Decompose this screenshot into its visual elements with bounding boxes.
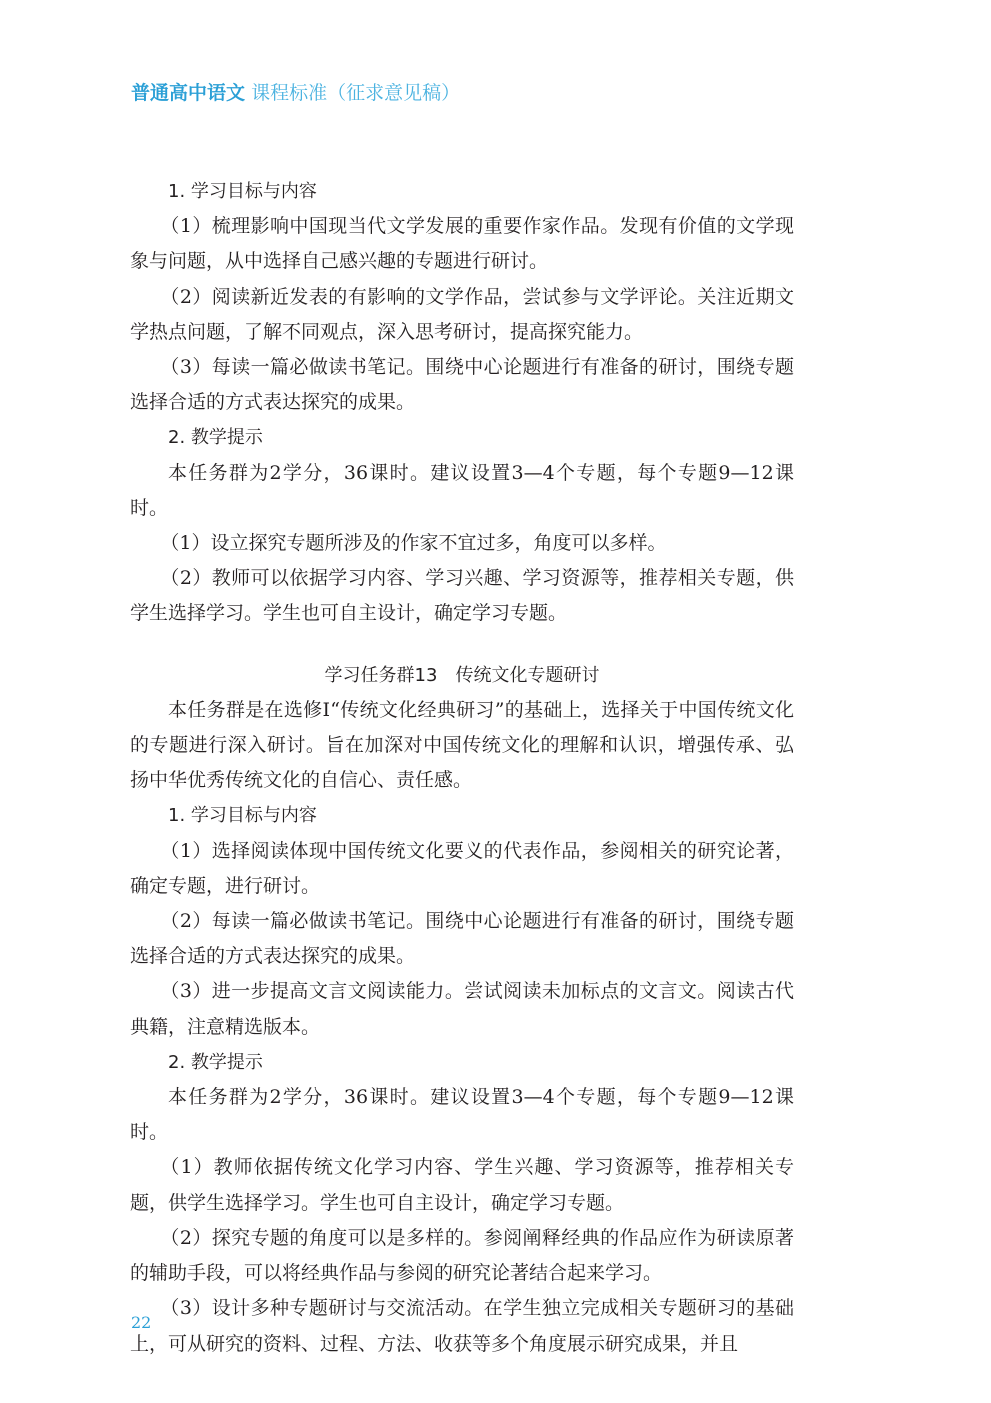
paragraph: 本任务群为2学分，36课时。建议设置3—4个专题，每个专题9—12课时。 xyxy=(130,461,794,519)
paragraph: 本任务群为2学分，36课时。建议设置3—4个专题，每个专题9—12课时。 xyxy=(130,1086,794,1144)
section-heading: 2. 教学提示 xyxy=(168,1051,263,1073)
paragraph: （3）进一步提高文言文阅读能力。尝试阅读未加标点的文言文。阅读古代典籍，注意精选版本。 xyxy=(130,980,794,1038)
paragraph: （1）梳理影响中国现当代文学发展的重要作家作品。发现有价值的文学现象与问题，从中选择自己感兴趣的专题进行研讨。 xyxy=(130,215,794,273)
book-subtitle: 课程标准（征求意见稿） xyxy=(251,82,461,104)
paragraph: （3）每读一篇必做读书笔记。围绕中心论题进行有准备的研讨，围绕专题选择合适的方式表达探究的成果。 xyxy=(130,356,794,414)
section-heading: 2. 教学提示 xyxy=(168,427,263,449)
paragraph: （2）阅读新近发表的有影响的文学作品，尝试参与文学评论。关注近期文学热点问题，了解不同观点，深入思考研讨，提高探究能力。 xyxy=(130,285,794,343)
task-group-title: 学习任务群13 传统文化专题研讨 xyxy=(324,664,600,686)
paragraph: （3）设计多种专题研讨与交流活动。在学生独立完成相关专题研习的基础上，可从研究的资料、过程、方法、收获等多个角度展示研究成果，并且 xyxy=(130,1297,794,1355)
page-body xyxy=(130,174,794,1362)
paragraph: （1）选择阅读体现中国传统文化要义的代表作品，参阅相关的研究论著，确定专题，进行研讨。 xyxy=(130,839,794,897)
section-heading: 1. 学习目标与内容 xyxy=(168,805,317,827)
page-number: 22 xyxy=(131,1313,152,1332)
paragraph: 本任务群是在选修Ⅰ“传统文化经典研习”的基础上，选择关于中国传统文化的专题进行深入研讨。旨在加深对中国传统文化的理解和认识，增强传承、弘扬中华优秀传统文化的自信心、责任感。 xyxy=(130,698,794,792)
book-title: 普通高中语文 xyxy=(131,82,246,104)
paragraph: （2）教师可以依据学习内容、学习兴趣、学习资源等，推荐相关专题，供学生选择学习。学生也可自主设计，确定学习专题。 xyxy=(130,567,794,625)
paragraph: （1）教师依据传统文化学习内容、学生兴趣、学习资源等，推荐相关专题，供学生选择学习。学生也可自主设计，确定学习专题。 xyxy=(130,1156,794,1214)
section-heading: 1. 学习目标与内容 xyxy=(168,181,317,202)
paragraph: （2）每读一篇必做读书笔记。围绕中心论题进行有准备的研讨，围绕专题选择合适的方式表达探究的成果。 xyxy=(130,910,794,968)
running-head xyxy=(131,80,460,106)
paragraph: （2）探究专题的角度可以是多样的。参阅阐释经典的作品应作为研读原著的辅助手段，可以将经典作品与参阅的研究论著结合起来学习。 xyxy=(130,1226,794,1285)
paragraph: （1）设立探究专题所涉及的作家不宜过多，角度可以多样。 xyxy=(160,532,667,555)
